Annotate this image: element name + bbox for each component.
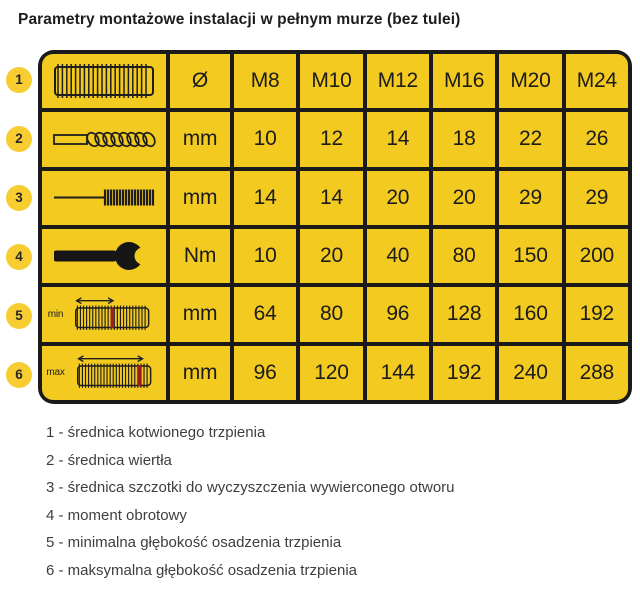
row-badges [5, 50, 33, 404]
row-badge-4: 4 [6, 244, 32, 270]
value-cell: 14 [300, 171, 362, 225]
page-title: Parametry montażowe instalacji w pełnym murze (bez tulei) [18, 11, 461, 28]
unit-cell-row-1: Ø [170, 54, 230, 108]
value-cell: 288 [566, 346, 628, 400]
row-badge-1: 1 [6, 67, 32, 93]
row-badge-6: 6 [6, 362, 32, 388]
unit-cell-row-4: Nm [170, 229, 230, 283]
value-cell: M24 [566, 54, 628, 108]
value-cell: 20 [433, 171, 495, 225]
max-embedment-depth-icon [68, 353, 162, 392]
value-cell: 80 [300, 287, 362, 341]
value-cell: 29 [499, 171, 561, 225]
value-cell: M8 [234, 54, 296, 108]
value-cell: 144 [367, 346, 429, 400]
row-badge-5: 5 [6, 303, 32, 329]
value-cell: 96 [367, 287, 429, 341]
torque-wrench-icon [52, 236, 156, 276]
value-cell: 22 [499, 112, 561, 166]
value-cell: 128 [433, 287, 495, 341]
value-cell: 80 [433, 229, 495, 283]
min-label: min [47, 308, 64, 320]
parameters-table-grid [42, 54, 628, 400]
legend-item-5: 5 - minimalna głębokość osadzenia trzpienia [46, 534, 342, 551]
unit-cell-row-2: mm [170, 112, 230, 166]
value-cell: 192 [433, 346, 495, 400]
value-cell: 10 [234, 112, 296, 166]
icon-cell-row-3 [42, 171, 166, 225]
value-cell: 96 [234, 346, 296, 400]
value-cell: 20 [300, 229, 362, 283]
legend-item-6: 6 - maksymalna głębokość osadzenia trzpienia [46, 561, 357, 579]
value-cell: 192 [566, 287, 628, 341]
max-label: max [46, 367, 65, 379]
value-cell: 120 [300, 346, 362, 400]
row-badge-2: 2 [6, 126, 32, 152]
unit-cell-row-5: mm [170, 287, 230, 341]
value-cell: 14 [367, 112, 429, 166]
legend-item-2: 2 - średnica wiertła [46, 451, 172, 469]
unit-cell-row-6: mm [170, 346, 230, 400]
unit-cell-row-3: mm [170, 171, 230, 225]
value-cell: M10 [300, 54, 362, 108]
parameters-table [38, 50, 632, 404]
value-cell: 18 [433, 112, 495, 166]
legend-item-4: 4 - moment obrotowy [46, 506, 187, 524]
icon-cell-row-2 [42, 112, 166, 166]
value-cell: 10 [234, 229, 296, 283]
value-cell: 29 [566, 171, 628, 225]
value-cell: 200 [566, 229, 628, 283]
legend [46, 424, 455, 589]
value-cell: 14 [234, 171, 296, 225]
value-cell: 160 [499, 287, 561, 341]
value-cell: 40 [367, 229, 429, 283]
cleaning-brush-icon [52, 179, 156, 216]
icon-cell-row-4 [42, 229, 166, 283]
value-cell: 240 [499, 346, 561, 400]
icon-cell-row-5 [42, 287, 166, 341]
min-embedment-depth-icon [66, 295, 160, 334]
icon-cell-row-6 [42, 346, 166, 400]
legend-item-3: 3 - średnica szczotki do wyczyszczenia wywierconego otworu [46, 479, 455, 496]
legend-item-1: 1 - średnica kotwionego trzpienia [46, 424, 266, 441]
value-cell: 12 [300, 112, 362, 166]
value-cell: 20 [367, 171, 429, 225]
value-cell: 150 [499, 229, 561, 283]
threaded-rod-icon [52, 60, 156, 102]
value-cell: M20 [499, 54, 561, 108]
value-cell: M12 [367, 54, 429, 108]
icon-cell-row-1 [42, 54, 166, 108]
row-badge-3: 3 [6, 185, 32, 211]
value-cell: M16 [433, 54, 495, 108]
value-cell: 64 [234, 287, 296, 341]
drill-bit-icon [52, 121, 156, 158]
value-cell: 26 [566, 112, 628, 166]
